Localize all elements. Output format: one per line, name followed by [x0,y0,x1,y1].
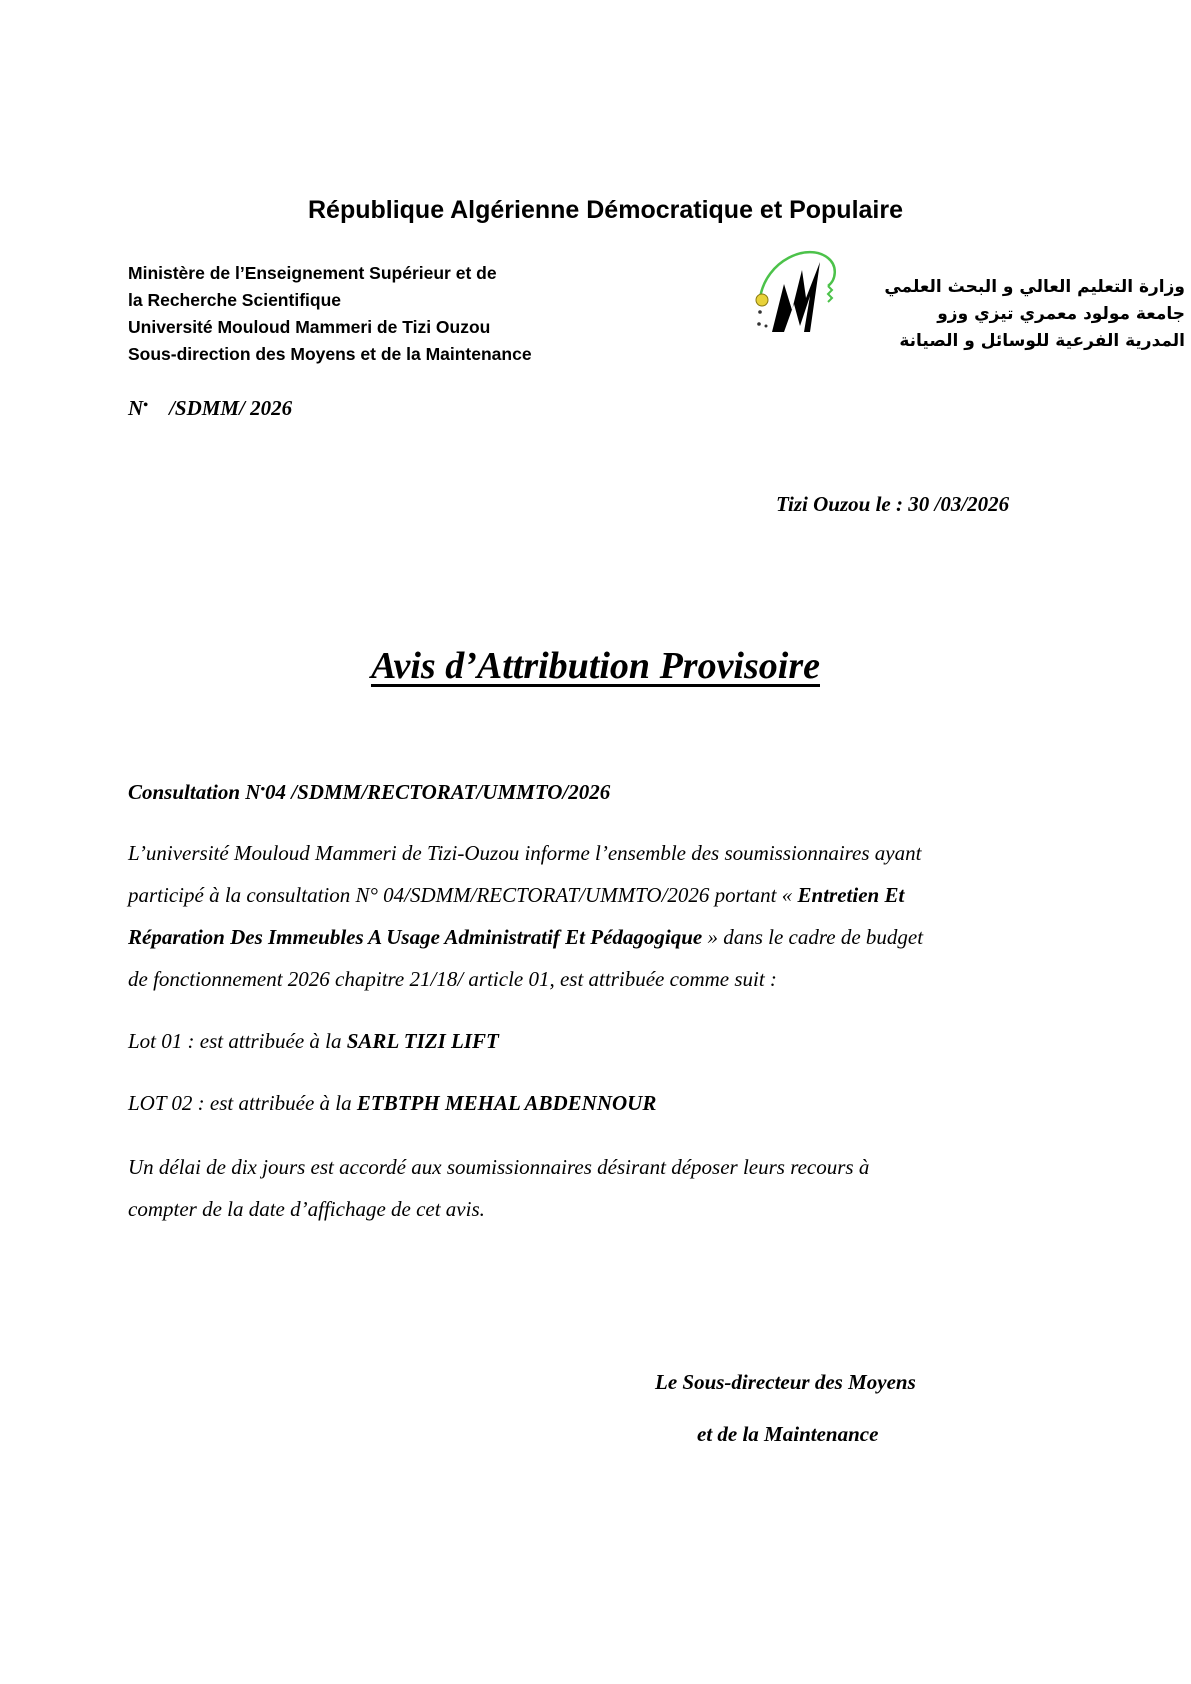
lot-01-line: Lot 01 : est attribuée à la SARL TIZI LIFT [128,1029,499,1053]
ministry-line-1: Ministère de l’Enseignement Supérieur et de [128,263,497,283]
republic-heading: République Algérienne Démocratique et Populaire [307,196,904,224]
lot-01-awardee: SARL TIZI LIFT [346,1029,499,1053]
arabic-ministry-line: وزارة التعليم العالي و البحث العلمي [884,277,1185,297]
ministry-line-2: la Recherche Scientifique [128,290,341,310]
appeal-line-1: Un délai de dix jours est accordé aux soumissionnaires désirant déposer leurs recours à [128,1155,870,1179]
arabic-university-line: جامعة مولود معمري تيزي وزو [937,304,1185,324]
subdirection-line: Sous-direction des Moyens et de la Maintenance [128,344,532,364]
university-logo-icon [748,240,848,340]
signature-title-line-1: Le Sous-directeur des Moyens [655,1370,916,1394]
arabic-subdirection-line: المدرية الفرعية للوسائل و الصيانة [899,331,1185,351]
date-line: Tizi Ouzou le : 30 /03/2026 [776,492,1010,516]
arabic-institution-block [884,274,1185,355]
lot-02-awardee: ETBTPH MEHAL ABDENNOUR [356,1091,657,1115]
intro-paragraph [128,832,1058,1000]
university-line: Université Mouloud Mammeri de Tizi Ouzou [128,317,491,337]
reference-number: N• /SDMM/ 2026 [128,396,293,420]
intro-line-4: de fonctionnement 2026 chapitre 21/18/ article 01, est attribuée comme suit : [128,967,777,991]
project-title-part-1: Entretien Et [797,883,905,907]
page-title: Avis d’Attribution Provisoire [370,645,820,687]
project-title-part-2: Réparation Des Immeubles A Usage Administratif Et Pédagogique [128,925,703,949]
intro-line-2: participé à la consultation N° 04/SDMM/RECTORAT/UMMTO/2026 portant « Entretien Et [128,883,905,907]
appeal-line-2: compter de la date d’affichage de cet avis. [128,1197,485,1221]
lot-02-line: LOT 02 : est attribuée à la ETBTPH MEHAL ABDENNOUR [128,1091,657,1115]
intro-line-1: L’université Mouloud Mammeri de Tizi-Ouzou informe l’ensemble des soumissionnaires ayant [128,841,922,865]
appeal-paragraph [128,1146,1058,1230]
consultation-reference: Consultation N•04 /SDMM/RECTORAT/UMMTO/2026 [128,780,611,804]
signature-title-line-2: et de la Maintenance [697,1422,879,1446]
intro-line-3: Réparation Des Immeubles A Usage Administratif Et Pédagogique » dans le cadre de budget [128,925,924,949]
french-institution-block [128,260,532,368]
